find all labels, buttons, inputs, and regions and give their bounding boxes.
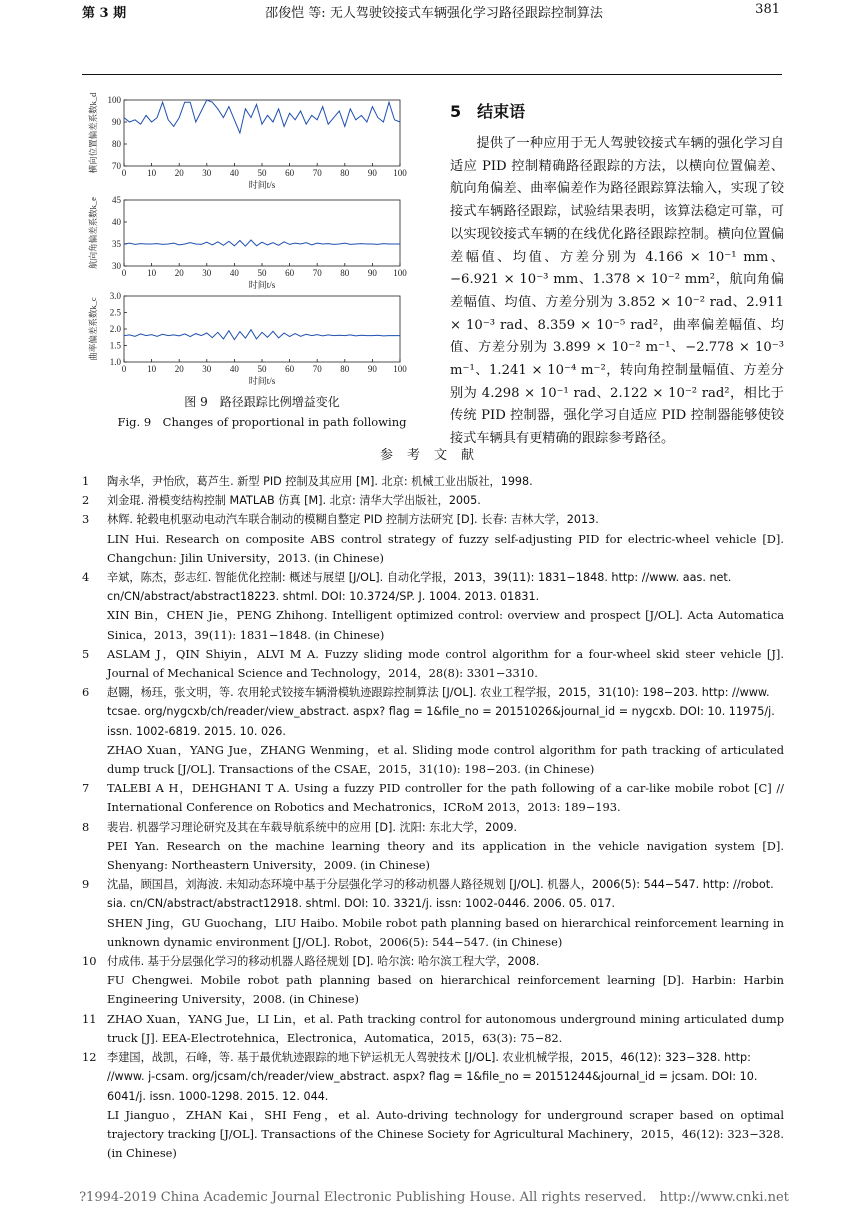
figure-caption-en: Fig. 9 Changes of proportional in path following [117,415,407,429]
x-tick-label: 10 [147,364,157,374]
x-tick-label: 30 [202,268,212,278]
y-tick-label: 80 [112,139,121,149]
x-tick-label: 60 [285,268,295,278]
reference-cn: 赵翾，杨珏，张文明，等. 农用轮式铰接车辆滑模轨迹跟踪控制算法 [J/OL]. 农业工程学报，2015，31(10): 198−203. http: //www. tcsae. org/nygcxb/ch/reader/view_abstract. aspx? flag = 1&file_no = 20151026&journal_id = nygcxb. DOI: 10. 11975/j. issn. 1002-6819. 2015. 10. 026. [107,686,775,738]
y-tick-label: 1.5 [109,340,121,351]
reference-cn: 沈晶，顾国昌，刘海波. 未知动态环境中基于分层强化学习的移动机器人路径规划 [J/OL]. 机器人，2006(5): 544−547. http: //robot. sia. cn/CN/abstract/abstract12918. shtml. DOI: 10. 3321/j. issn: 1002-0446. 2006. 05. 017. [107,878,774,911]
reference-item [82,818,784,876]
reference-cn: 李建国，战凯，石峰，等. 基于最优轨迹跟踪的地下铲运机无人驾驶技术 [J/OL]. 农业机械学报，2015，46(12): 323−328. http: //www. j-csam. org/jcsam/ch/reader/view_abstract. aspx? flag = 1&file_no = 20151244&journal_id = jcsam. DOI: 10. 6041/j. issn. 1000-1298. 2015. 12. 044. [107,1051,758,1103]
x-axis-label: 时间t/s [248,376,276,386]
x-tick-label: 70 [312,268,322,278]
reference-en: ZHAO Xuan，YANG Jue，ZHANG Wenming，et al. Sliding mode control algorithm for path tracking of articulated dump truck [J/OL]. Transactions of the CSAE，2015，31(10): 198−203. (in Chinese) [107,742,784,777]
reference-item [82,952,784,1010]
x-tick-label: 0 [121,268,127,278]
reference-number: 1 [82,474,90,488]
series-line [124,100,400,133]
x-tick-label: 50 [257,364,267,374]
reference-cn: 刘金琨. 滑模变结构控制 MATLAB 仿真 [M]. 北京: 清华大学出版社，2005. [107,494,481,508]
x-tick-label: 100 [393,268,407,278]
reference-cn: 裴岩. 机器学习理论研究及其在车载导航系统中的应用 [D]. 沈阳: 东北大学，2009. [107,820,518,834]
reference-number: 11 [82,1011,97,1026]
x-tick-label: 40 [229,268,239,278]
reference-item [82,779,784,817]
x-tick-label: 60 [285,168,295,178]
figure-9-charts [82,90,442,392]
copyright-footer: ?1994-2019 China Academic Journal Electronic Publishing House. All rights reserved. http://www.cnki.net [79,1190,789,1205]
x-tick-label: 30 [202,364,212,374]
section-title: 5 结束语 [450,102,526,121]
reference-number: 12 [82,1050,97,1065]
x-tick-label: 70 [312,364,322,374]
reference-cn: 辛斌，陈杰，彭志红. 智能优化控制: 概述与展望 [J/OL]. 自动化学报，2013，39(11): 1831−1848. http: //www. aas. net. cn/CN/abstract/abstract18223. shtml. DOI: 10.3724/SP. J. 1004. 2013. 01831. [107,571,732,604]
reference-item [82,683,784,779]
reference-number: 3 [82,512,90,527]
issue-number: 第 3 期 [82,6,127,21]
x-tick-label: 100 [393,364,407,374]
x-tick-label: 90 [367,168,377,178]
x-tick-label: 10 [147,168,157,178]
x-tick-label: 40 [229,364,239,374]
y-axis-label: 航向角偏差系数k_e [88,197,98,269]
x-tick-label: 80 [340,364,350,374]
x-tick-label: 0 [121,168,127,178]
reference-en: LI Jianguo，ZHAN Kai，SHI Feng，et al. Auto-driving technology for underground scraper based on optimal trajectory tracking [J/OL]. Transactions of the Chinese Society for Agricultural Machinery，2015，46(12): 323−328. (in Chinese) [107,1107,784,1161]
plot-frame [124,200,400,266]
x-tick-label: 100 [393,168,407,178]
chart-panel-2 [88,195,407,290]
plot-frame [124,296,400,362]
reference-item [82,645,784,683]
y-tick-label: 2.5 [109,307,121,318]
reference-cn: 陶永华，尹怡欣，葛芦生. 新型 PID 控制及其应用 [M]. 北京: 机械工业出版社，1998. [107,475,533,488]
x-tick-label: 20 [174,168,184,178]
y-tick-label: 90 [112,117,121,127]
reference-number: 9 [82,877,90,892]
x-tick-label: 60 [285,364,295,374]
header-rule [82,74,782,75]
x-tick-label: 20 [174,268,184,278]
y-tick-label: 3.0 [109,291,121,301]
reference-item [82,1048,784,1163]
x-tick-label: 40 [229,168,239,178]
reference-en: LIN Hui. Research on composite ABS control strategy of fuzzy self-adjusting PID for electric-wheel vehicle [D]. Changchun: Jilin University，2013. (in Chinese) [107,531,784,565]
reference-en: XIN Bin，CHEN Jie，PENG Zhihong. Intelligent optimized control: overview and prospect [J/OL]. Acta Automatica Sinica，2013，39(11): 1831−1848. (in Chinese) [107,608,784,642]
reference-number: 7 [82,781,90,796]
reference-en: ASLAM J，QIN Shiyin，ALVI M A. Fuzzy sliding mode control algorithm for a four-wheel skid steer vehicle [J]. Journal of Mechanical Science and Technology，2014，28(8): 3301−3310. [107,646,784,681]
conclusion-paragraph: 提供了一种应用于无人驾驶铰接式车辆的强化学习自适应 PID 控制精确路径跟踪的方法，以横向位置偏差、航向角偏差、曲率偏差作为路径跟踪算法输入，实现了铰接式车辆路径跟踪，试验结果表明，该算法稳定可靠，可以实现铰接式车辆的在线优化路径跟踪控制。横向位置偏差幅值、均值、方差分别为 4.166 × 10⁻¹ mm、−6.921 × 10⁻³ mm、1.378 × 10⁻² mm²，航向角偏差幅值、均值、方差分别为 3.852 × 10⁻² rad、2.911 × 10⁻³ rad、8.359 × 10⁻⁵ rad²，曲率偏差幅值、均值、方差分别为 3.899 × 10⁻² m⁻¹、−2.778 × 10⁻³ m⁻¹、1.241 × 10⁻⁴ m⁻²，转向角控制量幅值、方差分别为 4.298 × 10⁻¹ rad、2.122 × 10⁻² rad²，相比于传统 PID 控制器，强化学习自适应 PID 控制器能够使铰接式车辆具有更精确的跟踪参考路径。 [450,136,784,447]
reference-item [82,1010,784,1048]
x-tick-label: 10 [147,268,157,278]
running-title: 邵俊恺 等: 无人驾驶铰接式车辆强化学习路径跟踪控制算法 [265,6,603,21]
series-line [124,240,400,246]
y-tick-label: 30 [112,261,121,271]
reference-en: SHEN Jing，GU Guochang，LIU Haibo. Mobile robot path planning based on hierarchical reinforcement learning in unknown dynamic environment [J/OL]. Robot，2006(5): 544−547. (in Chinese) [107,915,784,949]
series-line [124,330,400,340]
reference-list [82,472,784,1163]
reference-en: PEI Yan. Research on the machine learning theory and its application in the vehicle navigation system [D]. Shenyang: Northeastern University，2009. (in Chinese) [107,838,784,873]
reference-item [82,875,784,952]
running-header [0,0,868,26]
chart-panel-3 [88,291,407,386]
x-tick-label: 30 [202,168,212,178]
y-tick-label: 40 [112,217,121,227]
reference-item [82,472,784,491]
x-axis-label: 时间t/s [248,180,276,190]
reference-cn: 林辉. 轮毂电机驱动电动汽车联合制动的模糊自整定 PID 控制方法研究 [D]. 长春: 吉林大学，2013. [107,513,599,527]
reference-item [82,568,784,645]
y-axis-label: 曲率偏差系数k_c [88,297,98,361]
reference-item [82,491,784,510]
x-tick-label: 80 [340,268,350,278]
x-tick-label: 90 [367,364,377,374]
reference-en: FU Chengwei. Mobile robot path planning based on hierarchical reinforcement learning [D]. Harbin: Harbin Engineering University，2008. (in Chinese) [107,973,784,1007]
x-tick-label: 50 [257,168,267,178]
chart-panel-1 [88,92,407,190]
reference-number: 10 [82,954,97,969]
reference-number: 2 [82,493,90,508]
x-tick-label: 20 [174,364,184,374]
figure-caption-cn: 图 9 路径跟踪比例增益变化 [184,395,340,409]
reference-number: 5 [82,646,90,661]
y-tick-label: 100 [107,95,121,105]
y-axis-label: 横向位置偏差系数k_d [88,92,98,174]
reference-cn: 付成伟. 基于分层强化学习的移动机器人路径规划 [D]. 哈尔滨: 哈尔滨工程大学，2008. [107,955,540,969]
x-tick-label: 70 [312,168,322,178]
page-number: 381 [755,2,780,17]
y-tick-label: 70 [112,161,121,171]
y-tick-label: 1.0 [109,357,121,367]
x-tick-label: 80 [340,168,350,178]
reference-number: 8 [82,819,90,834]
reference-number: 6 [82,685,90,700]
x-tick-label: 0 [121,364,127,374]
reference-item [82,510,784,568]
x-tick-label: 50 [257,268,267,278]
y-tick-label: 45 [112,195,121,205]
x-tick-label: 90 [367,268,377,278]
y-tick-label: 35 [112,239,121,249]
reference-number: 4 [82,570,90,585]
reference-en: TALEBI A H，DEHGHANI T A. Using a fuzzy PID controller for the path following of a car-like mobile robot [C] // International Conference on Robotics and Mechatronics，ICRoM 2013，2013: 189−193. [107,781,784,815]
reference-en: ZHAO Xuan，YANG Jue，LI Lin，et al. Path tracking control for autonomous underground mining articulated dump truck [J]. EEA-Electrotehnica，Electronica，Automatica，2015，63(3): 75−82. [107,1011,784,1045]
references-heading: 参考文献 [379,448,488,463]
y-tick-label: 2.0 [109,324,121,334]
x-axis-label: 时间t/s [248,280,276,290]
